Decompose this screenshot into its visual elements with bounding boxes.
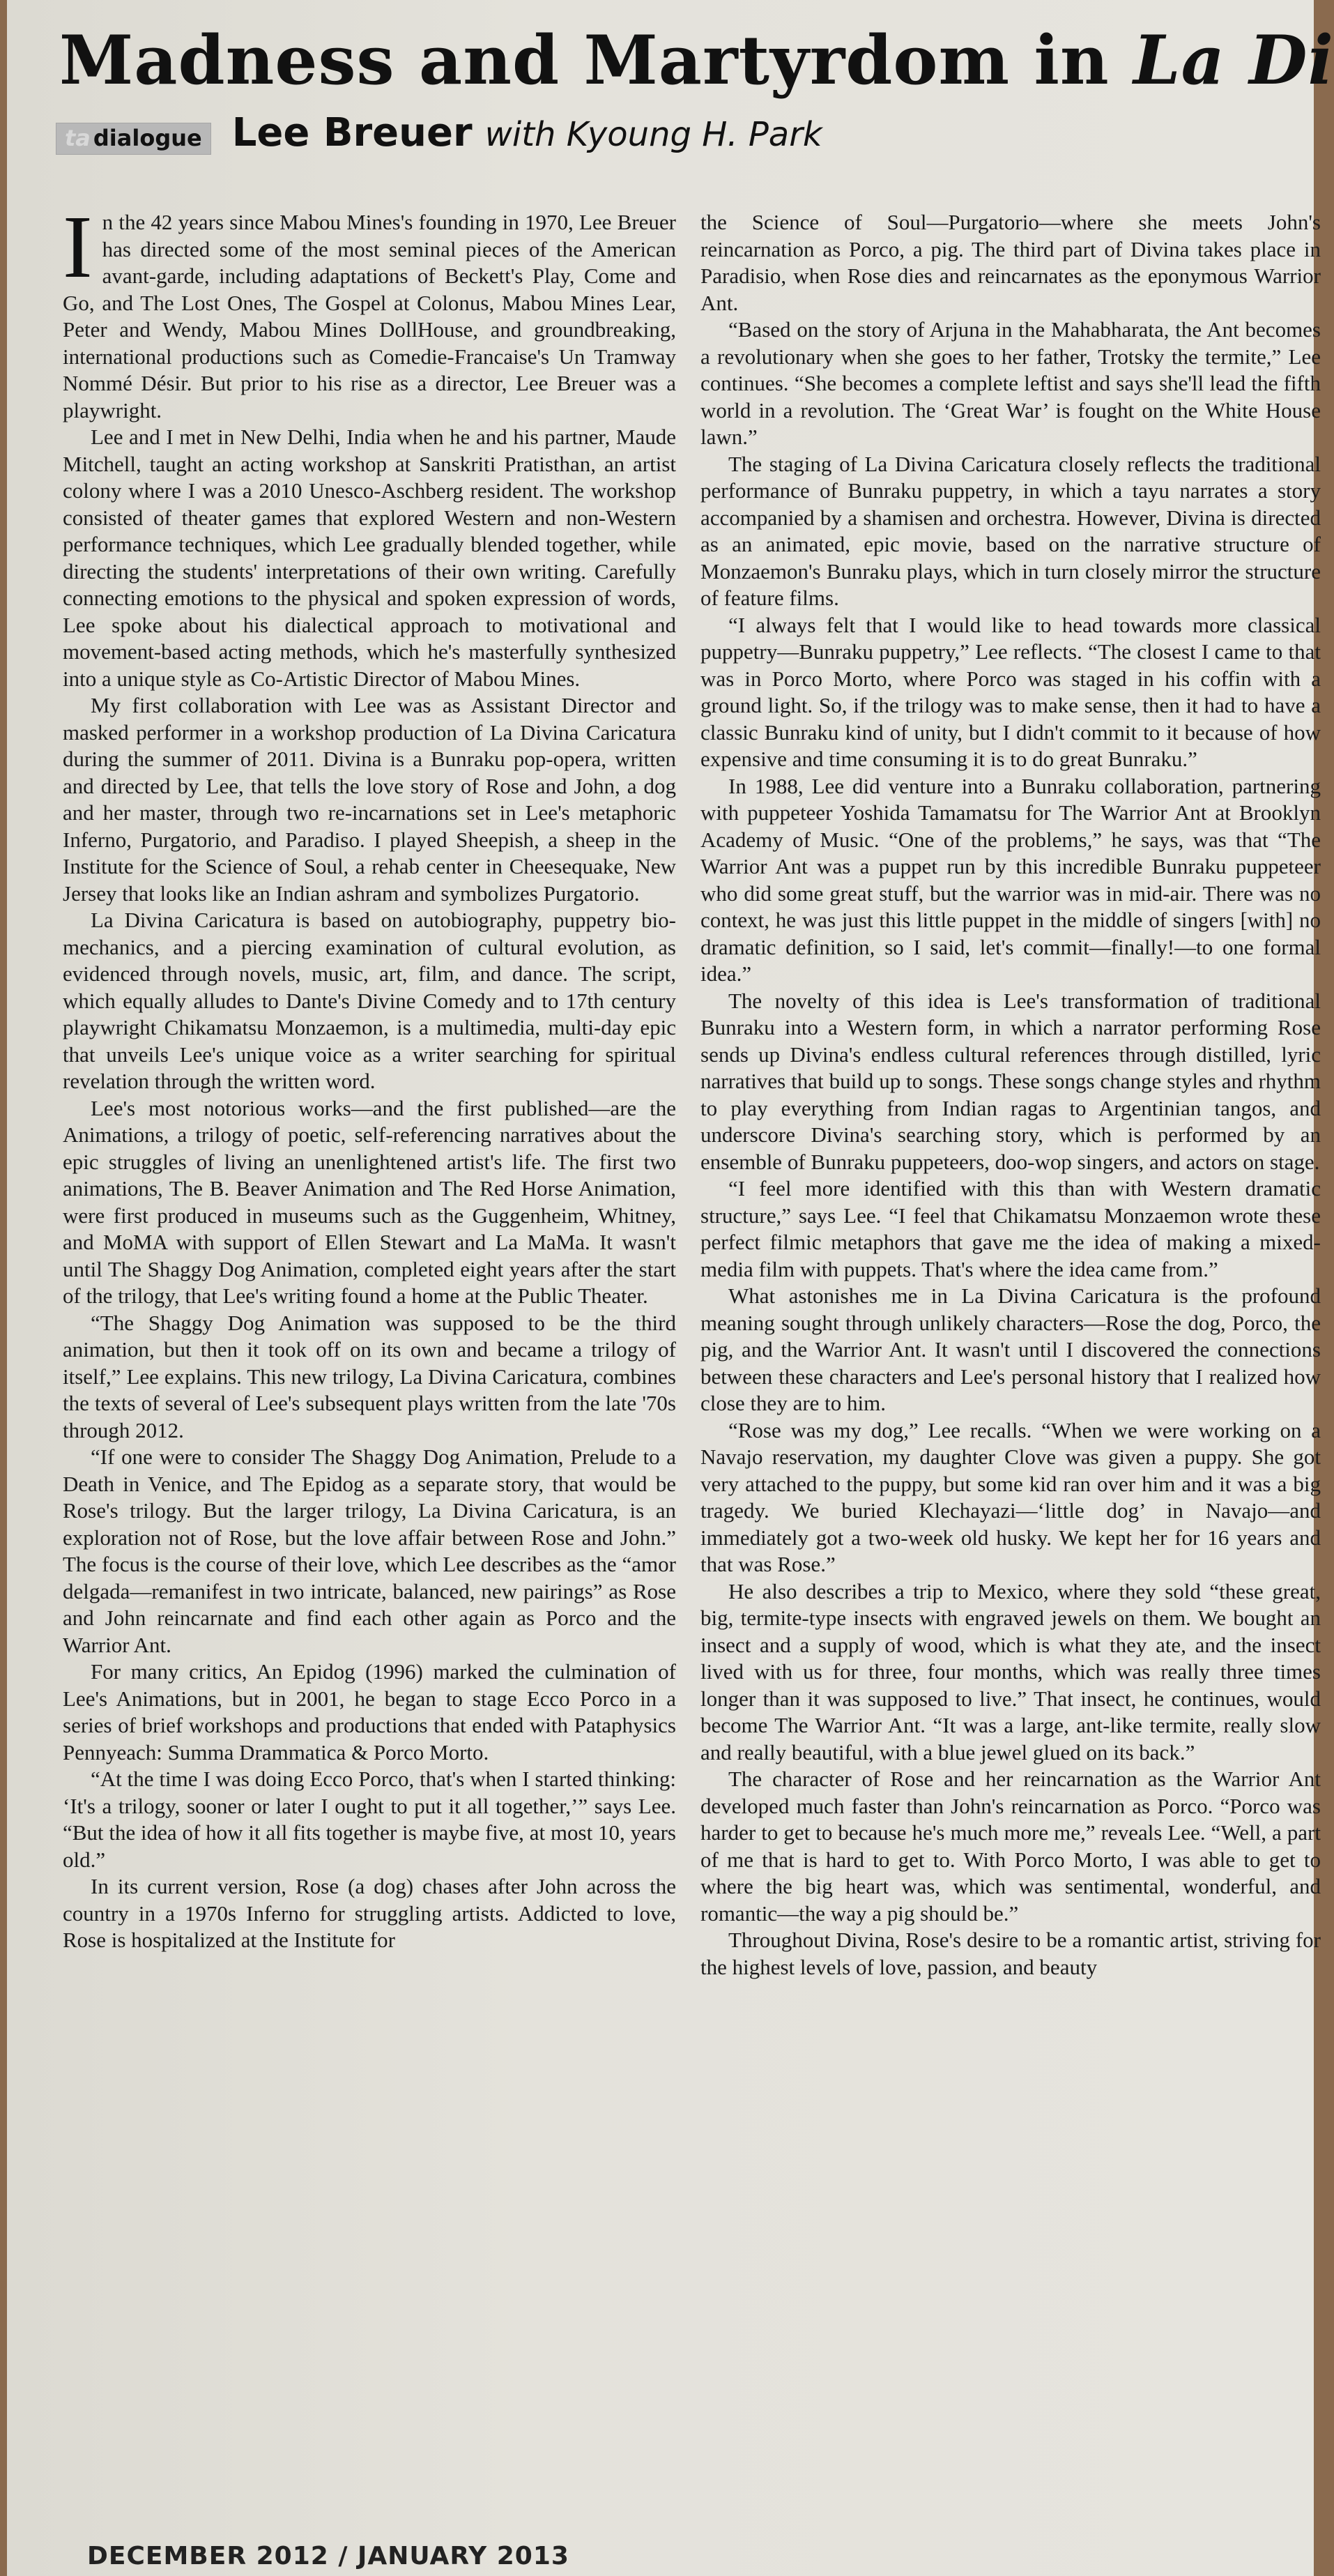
paragraph: The novelty of this idea is Lee's transformation of traditional Bunraku into a Western form, in which a narrator performing Rose sends up Divina's endless cultural references through distilled, lyric narratives that build up to songs. These songs change styles and rhythm to play everything from Indian ragas to Argentinian tangos, and underscore Divina's searching story, which is performed by an ensemble of Bunraku puppeteers, doo-wop singers, and actors on stage. xyxy=(700,988,1321,1174)
section-tag-prefix: ta xyxy=(65,125,91,151)
article-column-right xyxy=(700,209,1321,1981)
author-name: Lee Breuer xyxy=(231,110,473,155)
section-tag-label: dialogue xyxy=(93,125,202,151)
byline xyxy=(56,110,822,155)
paragraph: “At the time I was doing Ecco Porco, that's when I started thinking: ‘It's a trilogy, sooner or later I ought to put it all together,’” says Lee. “But the idea of how it all fits together is maybe five, at most 10, years old.” xyxy=(63,1767,676,1872)
paragraph: Lee and I met in New Delhi, India when he and his partner, Maude Mitchell, taught an acting workshop at Sanskriti Pratisthan, an artist colony where I was a 2010 Unesco-Aschberg resident. The workshop consisted of theater games that explored Western and non-Western performance techniques, which Lee gradually blended together, while directing the students' interpretations of their own writing. Carefully connecting emotions to the physical and spoken expression of words, Lee spoke about his dialectical approach to motivational and movement-based acting methods, which he's masterfully synthesized into a unique style as Co-Artistic Director of Mabou Mines. xyxy=(63,425,676,691)
title-main: Madness and Martyrdom in xyxy=(59,21,1134,100)
paragraph: Throughout Divina, Rose's desire to be a romantic artist, striving for the highest levels of love, passion, and beauty xyxy=(700,1928,1321,1979)
paragraph: In 1988, Lee did venture into a Bunraku collaboration, partnering with puppeteer Yoshida Tamamatsu for The Warrior Ant at Brooklyn Academy of Music. “One of the problems,” he says, was that “The Warrior Ant was a puppet run by this incredible Bunraku puppeteer who did some great stuff, but the warrior was in mid-air. There was no context, he was just this little puppet in the middle of singers [with] no dramatic definition, so I said, let's commit—finally!—to one formal idea.” xyxy=(700,773,1321,986)
title-italic: La Di xyxy=(1133,21,1334,100)
paragraph: The staging of La Divina Caricatura closely reflects the traditional performance of Bunraku puppetry, in which a tayu narrates a story accompanied by a shamisen and orchestra. However, Divina is directed as an animated, epic movie, based on the narrative structure of Monzaemon's Bunraku plays, which in turn closely mirror the structure of feature films. xyxy=(700,451,1321,610)
article-title xyxy=(59,21,1334,100)
paragraph: the Science of Soul—Purgatorio—where she meets John's reincarnation as Porco, a pig. The third part of Divina takes place in Paradisio, when Rose dies and reincarnates as the eponymous Warrior Ant. xyxy=(700,210,1321,315)
paragraph: He also describes a trip to Mexico, where they sold “these great, big, termite-type insects with engraved jewels on them. We bought an insect and a supply of wood, which is what they ate, and the insect lived with us for three, four months, which was really three times longer than it was supposed to live.” That insect, he continues, would become The Warrior Ant. “It was a large, ant-like termite, really slow and really beautiful, with a blue jewel glued on its back.” xyxy=(700,1578,1321,1765)
paragraph: The character of Rose and her reincarnation as the Warrior Ant developed much faster than John's reincarnation as Porco. “Porco was harder to get to because he's much more me,” reveals Lee. “Well, a part of me that is hard to get to. With Porco Morto, I was able to get to where the big heart was, which was sentimental, wonderful, and romantic—the way a pig should be.” xyxy=(700,1767,1321,1926)
paragraph: My first collaboration with Lee was as Assistant Director and masked performer in a workshop production of La Divina Caricatura during the summer of 2011. Divina is a Bunraku pop-opera, written and directed by Lee, that tells the love story of Rose and John, a dog and her master, through two re-incarnations set in Lee's metaphoric Inferno, Purgatorio, and Paradiso. I played Sheepish, a sheep in the Institute for the Science of Soul, a rehab center in Cheesequake, New Jersey that looks like an Indian ashram and symbolizes Purgatorio. xyxy=(63,693,676,906)
magazine-page xyxy=(7,0,1334,2576)
drop-cap: I xyxy=(63,197,93,296)
paragraph: “I always felt that I would like to head towards more classical puppetry—Bunraku puppetry,” Lee reflects. “The closest I came to that was in Porco Morto, where Porco was staged in his coffin with a ground light. So, if the trilogy was to make sense, then it had to have a classic Bunraku kind of unity, but I didn't commit to it because of how expensive and time consuming it is to do great Bunraku.” xyxy=(700,612,1321,771)
section-tag xyxy=(56,123,211,155)
paragraph: “Based on the story of Arjuna in the Mahabharata, the Ant becomes a revolutionary when she goes to her father, Trotsky the termite,” Lee continues. “She becomes a complete leftist and says she'll lead the fifth world in a revolution. The ‘Great War’ is fought on the White House lawn.” xyxy=(700,317,1321,449)
paragraph xyxy=(63,197,676,424)
paragraph: For many critics, An Epidog (1996) marked the culmination of Lee's Animations, but in 2001, he began to stage Ecco Porco in a series of brief workshops and productions that ended with Pataphysics Pennyeach: Summa Drammatica & Porco Morto. xyxy=(63,1659,676,1765)
issue-date-footer: DECEMBER 2012 / JANUARY 2013 xyxy=(87,2542,569,2570)
paragraph: “If one were to consider The Shaggy Dog Animation, Prelude to a Death in Venice, and The Epidog as a separate story, that would be Rose's trilogy. But the larger trilogy, La Divina Caricatura, is an exploration not of Rose, but the love affair between Rose and John.” The focus is the course of their love, which Lee describes as the “amor delgada—remanifest in two intricate, balanced, new pairings” as Rose and John reincarnate and find each other again as Porco and the Warrior Ant. xyxy=(63,1445,676,1657)
paragraph: “I feel more identified with this than with Western dramatic structure,” says Lee. “I feel that Chikamatsu Monzaemon wrote these perfect filmic metaphors that gave me the idea of making a mixed-media film with puppets. That's where the idea came from.” xyxy=(700,1176,1321,1281)
co-author: with Kyoung H. Park xyxy=(484,115,822,154)
article-column-left xyxy=(63,197,676,1954)
paragraph: “The Shaggy Dog Animation was supposed to be the third animation, but then it took off on its own and became a trilogy of itself,” Lee explains. This new trilogy, La Divina Caricatura, combines the texts of several of Lee's subsequent plays written from the late '70s through 2012. xyxy=(63,1310,676,1442)
paragraph: In its current version, Rose (a dog) chases after John across the country in a 1970s Inferno for struggling artists. Addicted to love, Rose is hospitalized at the Institute for xyxy=(63,1874,676,1952)
paragraph: La Divina Caricatura is based on autobiography, puppetry bio-mechanics, and a piercing examination of cultural evolution, as evidenced through novels, music, art, film, and dance. The script, which equally alludes to Dante's Divine Comedy and to 17th century playwright Chikamatsu Monzaemon, is a multimedia, multi-day epic that unveils Lee's unique voice as a writer searching for spiritual revelation through the written word. xyxy=(63,908,676,1093)
paragraph: Lee's most notorious works—and the first published—are the Animations, a trilogy of poetic, self-referencing narratives about the epic struggles of living an unenlightened artist's life. The first two animations, The B. Beaver Animation and The Red Horse Animation, were first produced in museums such as the Guggenheim, Whitney, and MoMA with support of Ellen Stewart and La MaMa. It wasn't until The Shaggy Dog Animation, completed eight years after the start of the trilogy, that Lee's writing found a home at the Public Theater. xyxy=(63,1095,676,1308)
paragraph: “Rose was my dog,” Lee recalls. “When we were working on a Navajo reservation, my daughter Clove was given a puppy. She got very attached to the puppy, but some kid ran over him and it was a big tragedy. We buried Klechayazi—‘little dog’ in Navajo—and immediately got a two-week old husky. We kept her for 16 years and that was Rose.” xyxy=(700,1417,1321,1576)
paragraph: What astonishes me in La Divina Caricatura is the profound meaning sought through unlikely characters—Rose the dog, Porco, the pig, and the Warrior Ant. It wasn't until I discovered the connections between these characters and Lee's personal history that I realized how close they are to him. xyxy=(700,1283,1321,1415)
paragraph-text: n the 42 years since Mabou Mines's founding in 1970, Lee Breuer has directed some of the most seminal pieces of the American avant-garde, including adaptations of Beckett's Play, Come and Go, and The Lost Ones, The Gospel at Colonus, Mabou Mines Lear, Peter and Wendy, Mabou Mines DollHouse, and groundbreaking, international productions such as Comedie-Francaise's Un Tramway Nommé Désir. But prior to his rise as a director, Lee Breuer was a playwright. xyxy=(63,210,676,422)
